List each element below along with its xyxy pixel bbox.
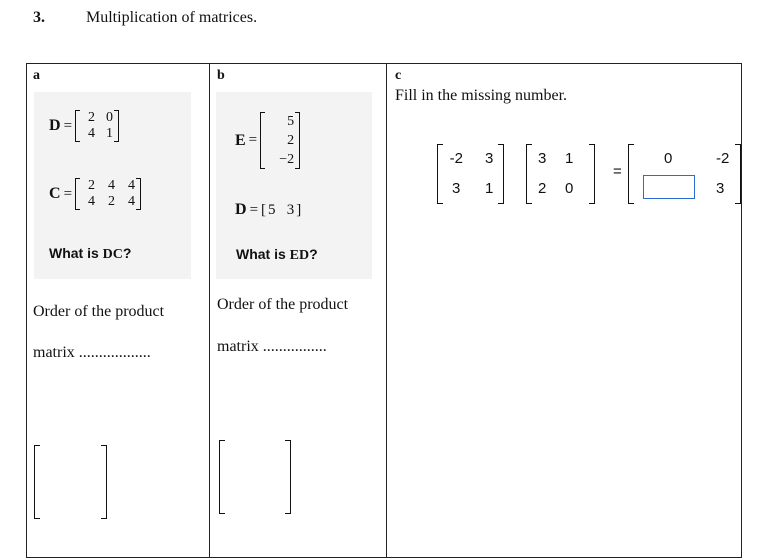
- matrix-cell: 2: [287, 133, 295, 148]
- matrix-cell: 1: [565, 150, 574, 167]
- equals-sign: =: [249, 201, 259, 218]
- matrix-cell: 4: [88, 126, 96, 141]
- equals-sign: =: [248, 132, 258, 148]
- answer-dots: ..................: [78, 344, 151, 361]
- matrix-cell: -2: [449, 150, 463, 167]
- open-bracket: [: [261, 201, 267, 218]
- result-bracket-right: [735, 144, 741, 204]
- part-label-b: b: [217, 68, 225, 83]
- matrix-a-bracket-right: [498, 144, 504, 204]
- answer-bracket-left-b: [219, 440, 225, 514]
- matrix-d-name: D: [235, 201, 247, 218]
- matrix-cell: 2: [538, 180, 547, 197]
- question-prefix: What is: [49, 245, 103, 261]
- answer-dots: ................: [262, 338, 327, 355]
- matrix-row: [81, 110, 113, 126]
- question-a-text: [49, 245, 131, 263]
- equals-sign: =: [63, 117, 73, 134]
- matrix-b-bracket-left: [526, 144, 532, 204]
- matrix-label: matrix: [33, 344, 75, 361]
- matrix-cell: 4: [128, 178, 136, 193]
- matrix-d-name: D: [49, 117, 61, 134]
- question-number: 3.: [33, 9, 45, 26]
- matrix-cell: 2: [88, 178, 96, 193]
- matrix-dots-line-a: [33, 344, 151, 362]
- column-divider-bc: [386, 63, 387, 558]
- result-bracket-left: [628, 144, 634, 204]
- matrix-cell: 4: [108, 178, 116, 193]
- matrix-d: [75, 110, 119, 142]
- matrix-cell: 0: [106, 110, 114, 125]
- matrix-e-expression: [235, 112, 300, 169]
- matrix-e-name: E: [235, 131, 246, 149]
- matrix-c-expression: [49, 178, 141, 210]
- matrix-cell: -2: [716, 150, 730, 167]
- question-variable: ED: [289, 248, 310, 263]
- missing-number-input[interactable]: [643, 175, 695, 199]
- part-label-a: a: [33, 68, 40, 83]
- matrix-cell: 1: [485, 180, 494, 197]
- matrix-b-bracket-right: [589, 144, 595, 204]
- matrix-c: [75, 178, 141, 210]
- question-title: Multiplication of matrices.: [86, 9, 258, 26]
- matrix-row: [81, 126, 113, 142]
- column-divider-ab: [209, 63, 210, 558]
- answer-bracket-right-a: [101, 445, 107, 519]
- equals-sign: =: [63, 185, 73, 202]
- question-suffix: ?: [309, 246, 318, 262]
- question-prefix: What is: [236, 246, 290, 262]
- matrix-cell: 3: [452, 180, 461, 197]
- equals-sign-c: =: [613, 163, 622, 180]
- matrix-cell: 4: [128, 194, 136, 209]
- matrix-row: [81, 178, 135, 194]
- matrix-cell: 3: [716, 180, 725, 197]
- matrix-values: 5 3: [268, 201, 295, 218]
- matrix-cell: −2: [279, 152, 295, 167]
- answer-bracket-left-a: [34, 445, 40, 519]
- matrix-cell: 1: [106, 126, 114, 141]
- matrix-d-expression: [49, 110, 119, 142]
- matrix-label: matrix: [217, 338, 259, 355]
- matrix-a-bracket-left: [437, 144, 443, 204]
- matrix-row: [266, 131, 294, 150]
- close-bracket: ]: [296, 201, 302, 218]
- matrix-cell: 0: [565, 180, 574, 197]
- matrix-c-name: C: [49, 185, 61, 202]
- part-label-c: c: [395, 68, 402, 83]
- matrix-cell: 3: [538, 150, 547, 167]
- matrix-dots-line-b: [217, 338, 327, 356]
- instruction-c: Fill in the missing number.: [395, 87, 568, 104]
- matrix-cell: 4: [88, 194, 96, 209]
- matrix-cell: 2: [88, 110, 96, 125]
- matrix-row: [266, 150, 294, 169]
- matrix-e: [260, 112, 300, 169]
- matrix-cell: 3: [485, 150, 494, 167]
- matrix-row: [81, 194, 135, 210]
- order-label-b: Order of the product: [217, 296, 349, 313]
- matrix-row: [266, 112, 294, 131]
- matrix-cell: 2: [108, 194, 116, 209]
- matrix-d-row-expression: [235, 201, 301, 219]
- question-suffix: ?: [122, 245, 132, 261]
- matrix-cell: 5: [287, 114, 295, 129]
- matrix-cell: 0: [664, 150, 673, 167]
- answer-bracket-right-b: [285, 440, 291, 514]
- order-label-a: Order of the product: [33, 303, 165, 320]
- question-b-text: [236, 246, 318, 264]
- question-variable: DC: [102, 247, 123, 262]
